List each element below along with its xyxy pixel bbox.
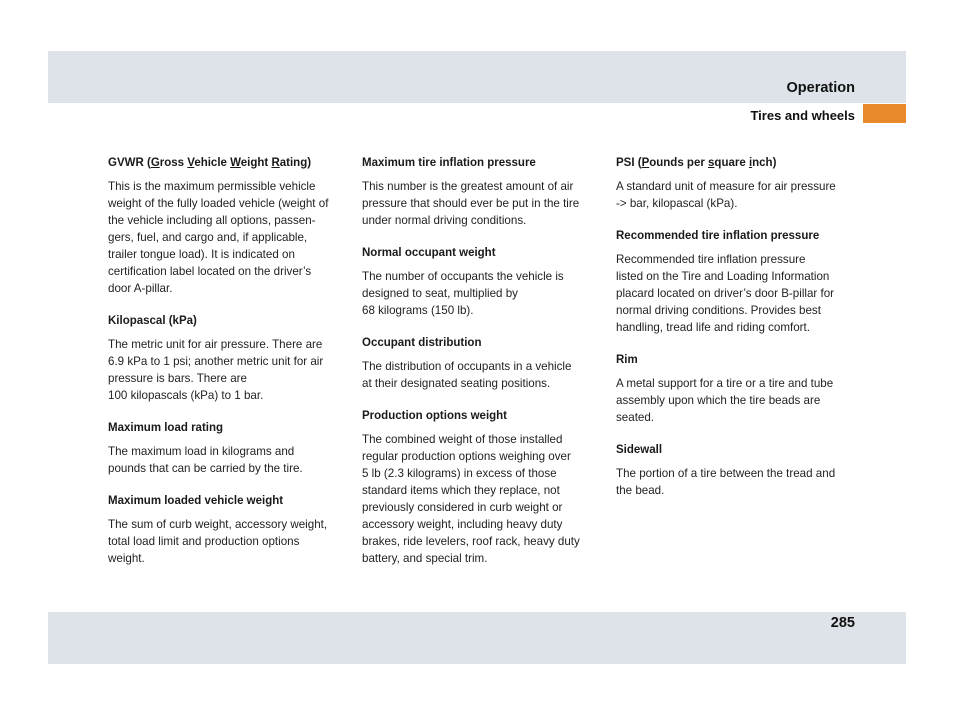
- glossary-term: Occupant distribution: [362, 337, 482, 349]
- glossary-entry: [108, 313, 348, 404]
- definition-line: placard located on driver’s door B-pillar for: [616, 287, 835, 300]
- definition-line: The distribution of occupants in a vehicle: [362, 360, 572, 373]
- glossary-term: Kilopascal (kPa): [108, 315, 197, 327]
- header-band: [48, 51, 906, 103]
- glossary-definition: [108, 178, 348, 297]
- glossary-definition: [616, 375, 856, 426]
- glossary-definition: [616, 178, 856, 212]
- definition-line: door A-pillar.: [108, 282, 173, 295]
- glossary-term: Production options weight: [362, 410, 508, 422]
- glossary-entry: [108, 493, 348, 567]
- glossary-entry: [362, 335, 602, 392]
- definition-line: at their designated seating positions.: [362, 377, 551, 390]
- subsection-title: Tires and wheels: [750, 108, 855, 123]
- term-acronym-letter: W: [230, 157, 241, 169]
- glossary-column-2: [362, 155, 602, 583]
- definition-line: This is the maximum permissible vehicle: [108, 180, 316, 193]
- definition-line: pressure that should ever be put in the tire: [362, 197, 580, 210]
- definition-line: weight.: [108, 552, 145, 565]
- definition-line: Recommended tire inflation pressure: [616, 253, 806, 266]
- glossary-definition: [362, 178, 602, 229]
- glossary-definition: [362, 358, 602, 392]
- glossary-term: Normal occupant weight: [362, 247, 496, 259]
- definition-line: total load limit and production options: [108, 535, 300, 548]
- term-acronym-letter: G: [150, 157, 160, 169]
- glossary-term: Sidewall: [616, 444, 663, 456]
- term-text: ating): [279, 157, 312, 169]
- glossary-definition: [362, 431, 602, 567]
- glossary-entry: [616, 442, 856, 499]
- definition-line: certification label located on the driver’s: [108, 265, 312, 278]
- page-number: 285: [830, 615, 855, 631]
- term-text: nch): [752, 157, 777, 169]
- definition-line: The metric unit for air pressure. There are: [108, 338, 323, 351]
- glossary-entry: [362, 245, 602, 319]
- glossary-definition: [108, 336, 348, 404]
- glossary-term: Rim: [616, 354, 638, 366]
- term-acronym-letter: s: [708, 157, 715, 169]
- glossary-entry: [362, 408, 602, 567]
- glossary-term: Maximum load rating: [108, 422, 224, 434]
- definition-line: The combined weight of those installed: [362, 433, 563, 446]
- definition-line: This number is the greatest amount of air: [362, 180, 574, 193]
- glossary-term: Maximum tire inflation pressure: [362, 157, 536, 169]
- term-acronym-letter: V: [187, 157, 195, 169]
- term-text: ehicle: [194, 157, 231, 169]
- footer-band: [48, 612, 906, 664]
- glossary-column-3: [616, 155, 856, 515]
- definition-line: The maximum load in kilograms and: [108, 445, 295, 458]
- glossary-definition: [362, 268, 602, 319]
- glossary-definition: [108, 443, 348, 477]
- term-acronym-letter: P: [641, 157, 650, 169]
- definition-line: The number of occupants the vehicle is: [362, 270, 564, 283]
- term-text: GVWR (: [108, 157, 151, 169]
- definition-line: under normal driving conditions.: [362, 214, 527, 227]
- definition-line: A standard unit of measure for air pressure: [616, 180, 836, 193]
- glossary-definition: [108, 516, 348, 567]
- definition-line: previously considered in curb weight or: [362, 501, 563, 514]
- term-text: ross: [159, 157, 188, 169]
- glossary-term: [616, 155, 856, 171]
- definition-line: pounds that can be carried by the tire.: [108, 462, 303, 475]
- definition-line: battery, and special trim.: [362, 552, 488, 565]
- section-title: Operation: [786, 80, 855, 96]
- term-acronym-letter: i: [748, 157, 753, 169]
- glossary-term: [108, 155, 348, 171]
- glossary-entry: [108, 155, 348, 297]
- term-text: quare: [714, 157, 749, 169]
- definition-line: gers, fuel, and cargo and, if applicable,: [108, 231, 308, 244]
- definition-line: the vehicle including all options, passen-: [108, 214, 316, 227]
- definition-line: listed on the Tire and Loading Information: [616, 270, 830, 283]
- definition-line: designed to seat, multiplied by: [362, 287, 518, 300]
- definition-line: seated.: [616, 411, 655, 424]
- definition-line: A metal support for a tire or a tire and tube: [616, 377, 834, 390]
- definition-line: regular production options weighing over: [362, 450, 571, 463]
- definition-line: standard items which they replace, not: [362, 484, 560, 497]
- term-acronym-letter: R: [271, 157, 280, 169]
- glossary-definition: [616, 465, 856, 499]
- definition-line: -> bar, kilopascal (kPa).: [616, 197, 738, 210]
- definition-line: weight of the fully loaded vehicle (weight of: [108, 197, 329, 210]
- definition-line: 100 kilopascals (kPa) to 1 bar.: [108, 389, 264, 402]
- glossary-entry: [616, 228, 856, 336]
- definition-line: 5 lb (2.3 kilograms) in excess of those: [362, 467, 557, 480]
- definition-line: pressure is bars. There are: [108, 372, 247, 385]
- glossary-entry: [616, 155, 856, 212]
- glossary-definition: [616, 251, 856, 336]
- glossary-term: Maximum loaded vehicle weight: [108, 495, 284, 507]
- term-text: ounds per: [649, 157, 709, 169]
- definition-line: brakes, ride levelers, roof rack, heavy duty: [362, 535, 580, 548]
- glossary-entry: [616, 352, 856, 426]
- glossary-entry: [362, 155, 602, 229]
- definition-line: trailer tongue load). It is indicated on: [108, 248, 295, 261]
- term-text: eight: [240, 157, 272, 169]
- definition-line: 6.9 kPa to 1 psi; another metric unit for air: [108, 355, 324, 368]
- definition-line: handling, tread life and riding comfort.: [616, 321, 810, 334]
- definition-line: assembly upon which the tire beads are: [616, 394, 821, 407]
- definition-line: The sum of curb weight, accessory weight,: [108, 518, 328, 531]
- definition-line: The portion of a tire between the tread and: [616, 467, 836, 480]
- definition-line: 68 kilograms (150 lb).: [362, 304, 474, 317]
- section-marker-tab: [863, 104, 906, 123]
- glossary-column-1: [108, 155, 348, 583]
- glossary-entry: [108, 420, 348, 477]
- definition-line: the bead.: [616, 484, 665, 497]
- glossary-term: Recommended tire inflation pressure: [616, 230, 820, 242]
- term-text: PSI (: [616, 157, 642, 169]
- definition-line: normal driving conditions. Provides best: [616, 304, 821, 317]
- definition-line: accessory weight, including heavy duty: [362, 518, 563, 531]
